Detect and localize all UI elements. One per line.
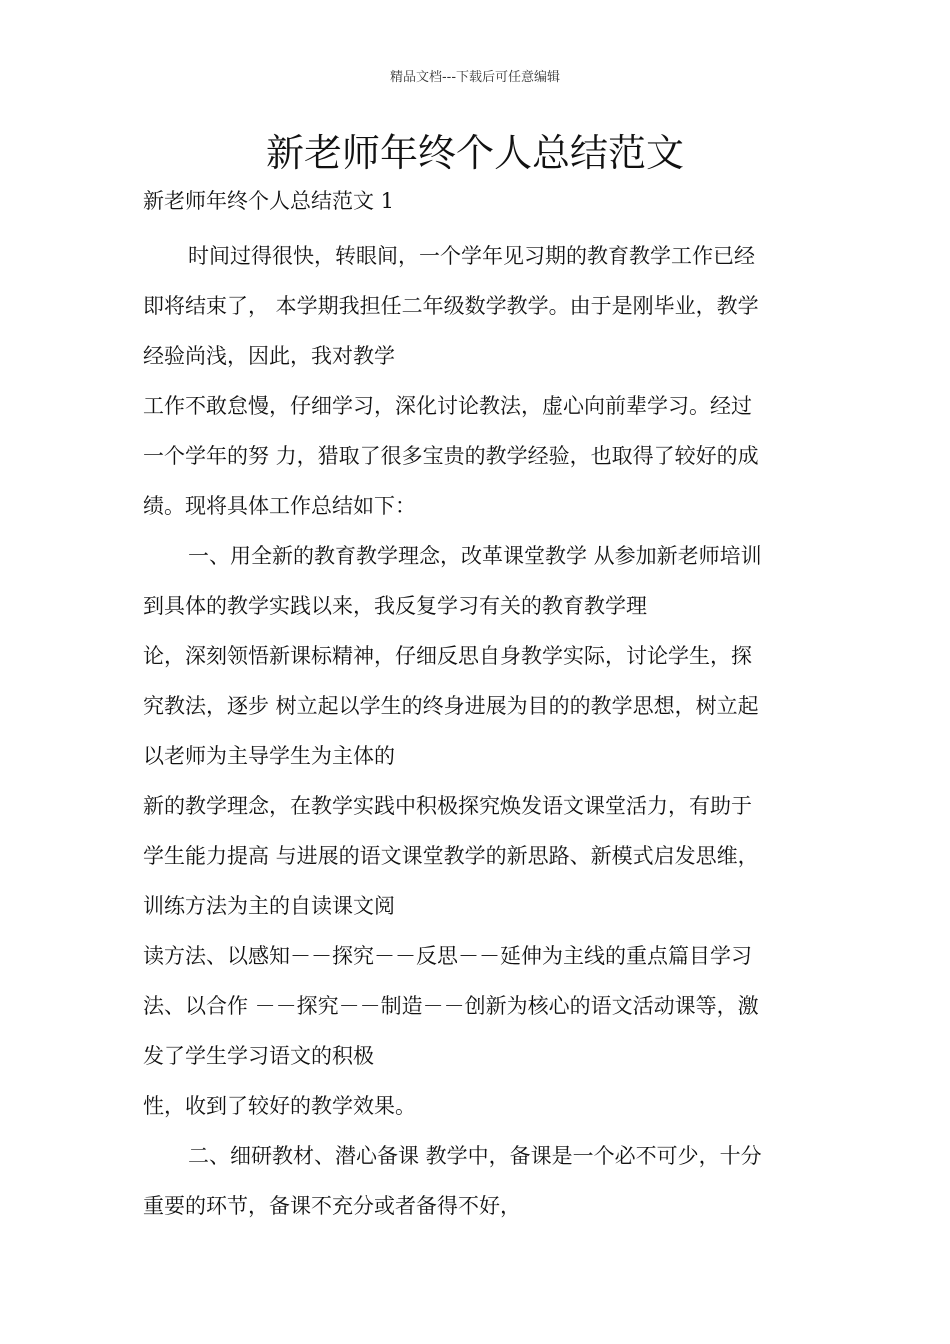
paragraph-line: 经验尚浅，因此，我对教学 <box>143 344 395 368</box>
paragraph-line: 重要的环节，备课不充分或者备得不好， <box>143 1194 521 1218</box>
paragraph-line: 一个学年的努 力，猎取了很多宝贵的教学经验，也取得了较好的成 <box>143 444 759 468</box>
paragraph-line: 二、细研教材、潜心备课 教学中，备课是一个必不可少，十分 <box>188 1144 762 1168</box>
paragraph-line: 读方法、以感知－－探究－－反思－－延伸为主线的重点篇目学习 <box>143 944 752 968</box>
paragraph-line: 学生能力提高 与进展的语文课堂教学的新思路、新模式启发思维， <box>143 844 759 868</box>
paragraph-line: 一、用全新的教育教学理念，改革课堂教学 从参加新老师培训 <box>188 544 762 568</box>
paragraph-line: 到具体的教学实践以来，我反复学习有关的教育教学理 <box>143 594 647 618</box>
paragraph-line: 发了学生学习语文的积极 <box>143 1044 374 1068</box>
paragraph-line: 工作不敢怠慢，仔细学习，深化讨论教法，虚心向前辈学习。经过 <box>143 394 752 418</box>
paragraph-line: 法、以合作 －－探究－－制造－－创新为核心的语文活动课等，激 <box>143 994 759 1018</box>
paragraph-line: 即将结束了， 本学期我担任二年级数学教学。由于是刚毕业，教学 <box>143 294 759 318</box>
paragraph-line: 时间过得很快，转眼间，一个学年见习期的教育教学工作已经 <box>188 244 755 268</box>
page-title: 新老师年终个人总结范文 <box>265 131 684 175</box>
paragraph-line: 训练方法为主的自读课文阅 <box>143 894 395 918</box>
body-text <box>143 231 808 1231</box>
paragraph-line: 以老师为主导学生为主体的 <box>143 744 395 768</box>
paragraph-line: 绩。现将具体工作总结如下： <box>143 494 416 518</box>
paragraph-line: 性，收到了较好的教学效果。 <box>143 1094 416 1118</box>
paragraph-line: 新的教学理念，在教学实践中积极探究焕发语文课堂活力，有助于 <box>143 794 752 818</box>
paragraph-line: 究教法，逐步 树立起以学生的终身进展为目的的教学思想，树立起 <box>143 694 759 718</box>
header-note: 精品文档---下载后可任意编辑 <box>389 70 561 85</box>
section-subtitle: 新老师年终个人总结范文 1 <box>143 189 395 213</box>
paragraph-line: 论，深刻领悟新课标精神，仔细反思自身教学实际，讨论学生，探 <box>143 644 752 668</box>
